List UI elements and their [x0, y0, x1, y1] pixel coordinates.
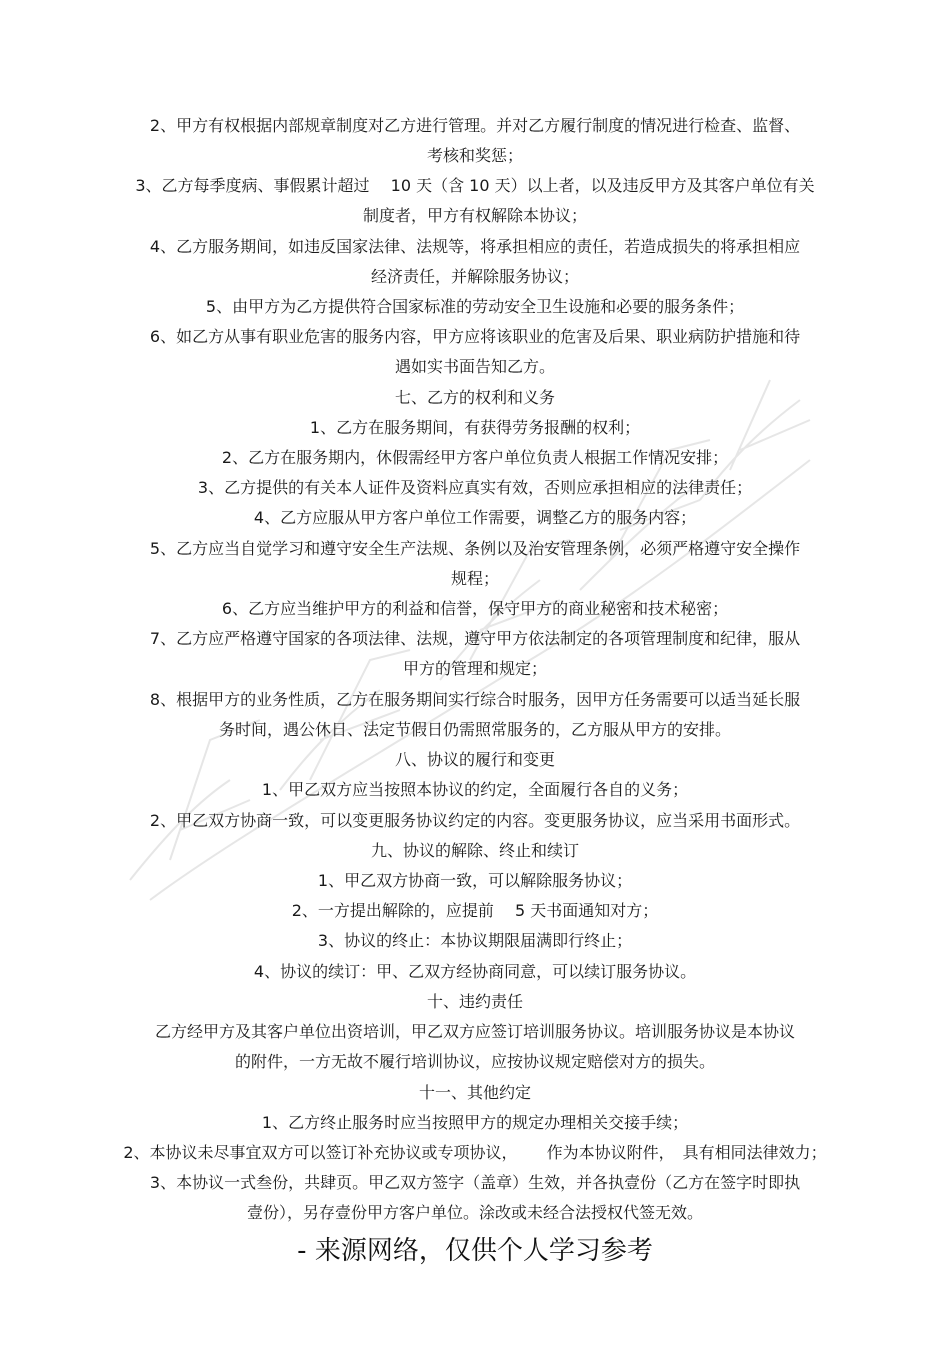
- clause-line: 务时间，遇公休日、法定节假日仍需照常服务的，乙方服从甲方的安排。: [218, 720, 731, 739]
- clause-line: 4、乙方应服从甲方客户单位工作需要，调整乙方的服务内容；: [253, 508, 697, 527]
- section-heading: 九、协议的解除、终止和续订: [370, 841, 579, 860]
- clause-line: 甲方的管理和规定；: [402, 659, 547, 678]
- clause-line: 6、如乙方从事有职业危害的服务内容，甲方应将该职业的危害及后果、职业病防护措施和待: [149, 327, 801, 346]
- clause-line: 考核和奖惩；: [426, 146, 523, 165]
- clause-line: 4、协议的续订：甲、乙双方经协商同意，可以续订服务协议。: [253, 962, 697, 981]
- clause-line: 2、甲乙双方协商一致，可以变更服务协议约定的内容。变更服务协议，应当采用书面形式。: [149, 811, 801, 830]
- clause-line: 1、甲乙双方协商一致，可以解除服务协议；: [317, 871, 633, 890]
- section-heading: 十、违约责任: [426, 992, 523, 1011]
- clause-line: 1、乙方在服务期间，有获得劳务报酬的权利；: [309, 418, 641, 437]
- clause-line: 壹份），另存壹份甲方客户单位。涂改或未经合法授权代签无效。: [246, 1203, 703, 1222]
- clause-line: 制度者，甲方有权解除本协议；: [362, 206, 587, 225]
- clause-line: 遇如实书面告知乙方。: [394, 357, 555, 376]
- clause-line: 2、本协议未尽事宜双方可以签订补充协议或专项协议， 作为本协议附件， 具有相同法律效力；: [123, 1143, 827, 1162]
- clause-line: 1、甲乙双方应当按照本协议的约定，全面履行各自的义务；: [261, 780, 689, 799]
- clause-line: 2、甲方有权根据内部规章制度对乙方进行管理。并对乙方履行制度的情况进行检查、监督、: [149, 116, 801, 135]
- section-heading: 七、乙方的权利和义务: [394, 388, 555, 407]
- section-heading: 十一、其他约定: [418, 1083, 531, 1102]
- clause-line: 经济责任，并解除服务协议；: [370, 267, 579, 286]
- clause-line: 3、乙方提供的有关本人证件及资料应真实有效，否则应承担相应的法律责任；: [197, 478, 753, 497]
- source-disclaimer: - 来源网络，仅供个人学习参考: [297, 1236, 653, 1266]
- clause-line: 8、根据甲方的业务性质，乙方在服务期间实行综合时服务，因甲方任务需要可以适当延长服: [149, 690, 801, 709]
- clause-line: 的附件，一方无故不履行培训协议，应按协议规定赔偿对方的损失。: [234, 1052, 715, 1071]
- clause-line: 1、乙方终止服务时应当按照甲方的规定办理相关交接手续；: [261, 1113, 689, 1132]
- clause-line: 5、由甲方为乙方提供符合国家标准的劳动安全卫生设施和必要的服务条件；: [205, 297, 745, 316]
- clause-line: 规程；: [450, 569, 499, 588]
- clause-line: 7、乙方应严格遵守国家的各项法律、法规，遵守甲方依法制定的各项管理制度和纪律，服从: [149, 629, 801, 648]
- clause-line: 5、乙方应当自觉学习和遵守安全生产法规、条例以及治安管理条例，必须严格遵守安全操作: [149, 539, 801, 558]
- clause-line: 乙方经甲方及其客户单位出资培训，甲乙双方应签订培训服务协议。培训服务协议是本协议: [154, 1022, 795, 1041]
- clause-line: 6、乙方应当维护甲方的利益和信誉，保守甲方的商业秘密和技术秘密；: [221, 599, 729, 618]
- clause-line: 3、乙方每季度病、事假累计超过 10 天（含 10 天）以上者，以及违反甲方及其客户单位有关: [135, 176, 815, 195]
- clause-line: 2、乙方在服务期内，休假需经甲方客户单位负责人根据工作情况安排；: [221, 448, 729, 467]
- clause-line: 3、本协议一式叁份，共肆页。甲乙双方签字（盖章）生效，并各执壹份（乙方在签字时即执: [149, 1173, 801, 1192]
- clause-line: 3、协议的终止：本协议期限届满即行终止；: [317, 931, 633, 950]
- section-heading: 八、协议的履行和变更: [394, 750, 555, 769]
- clause-line: 4、乙方服务期间，如违反国家法律、法规等，将承担相应的责任，若造成损失的将承担相应: [149, 237, 801, 256]
- clause-line: 2、一方提出解除的，应提前 5 天书面通知对方；: [291, 901, 659, 920]
